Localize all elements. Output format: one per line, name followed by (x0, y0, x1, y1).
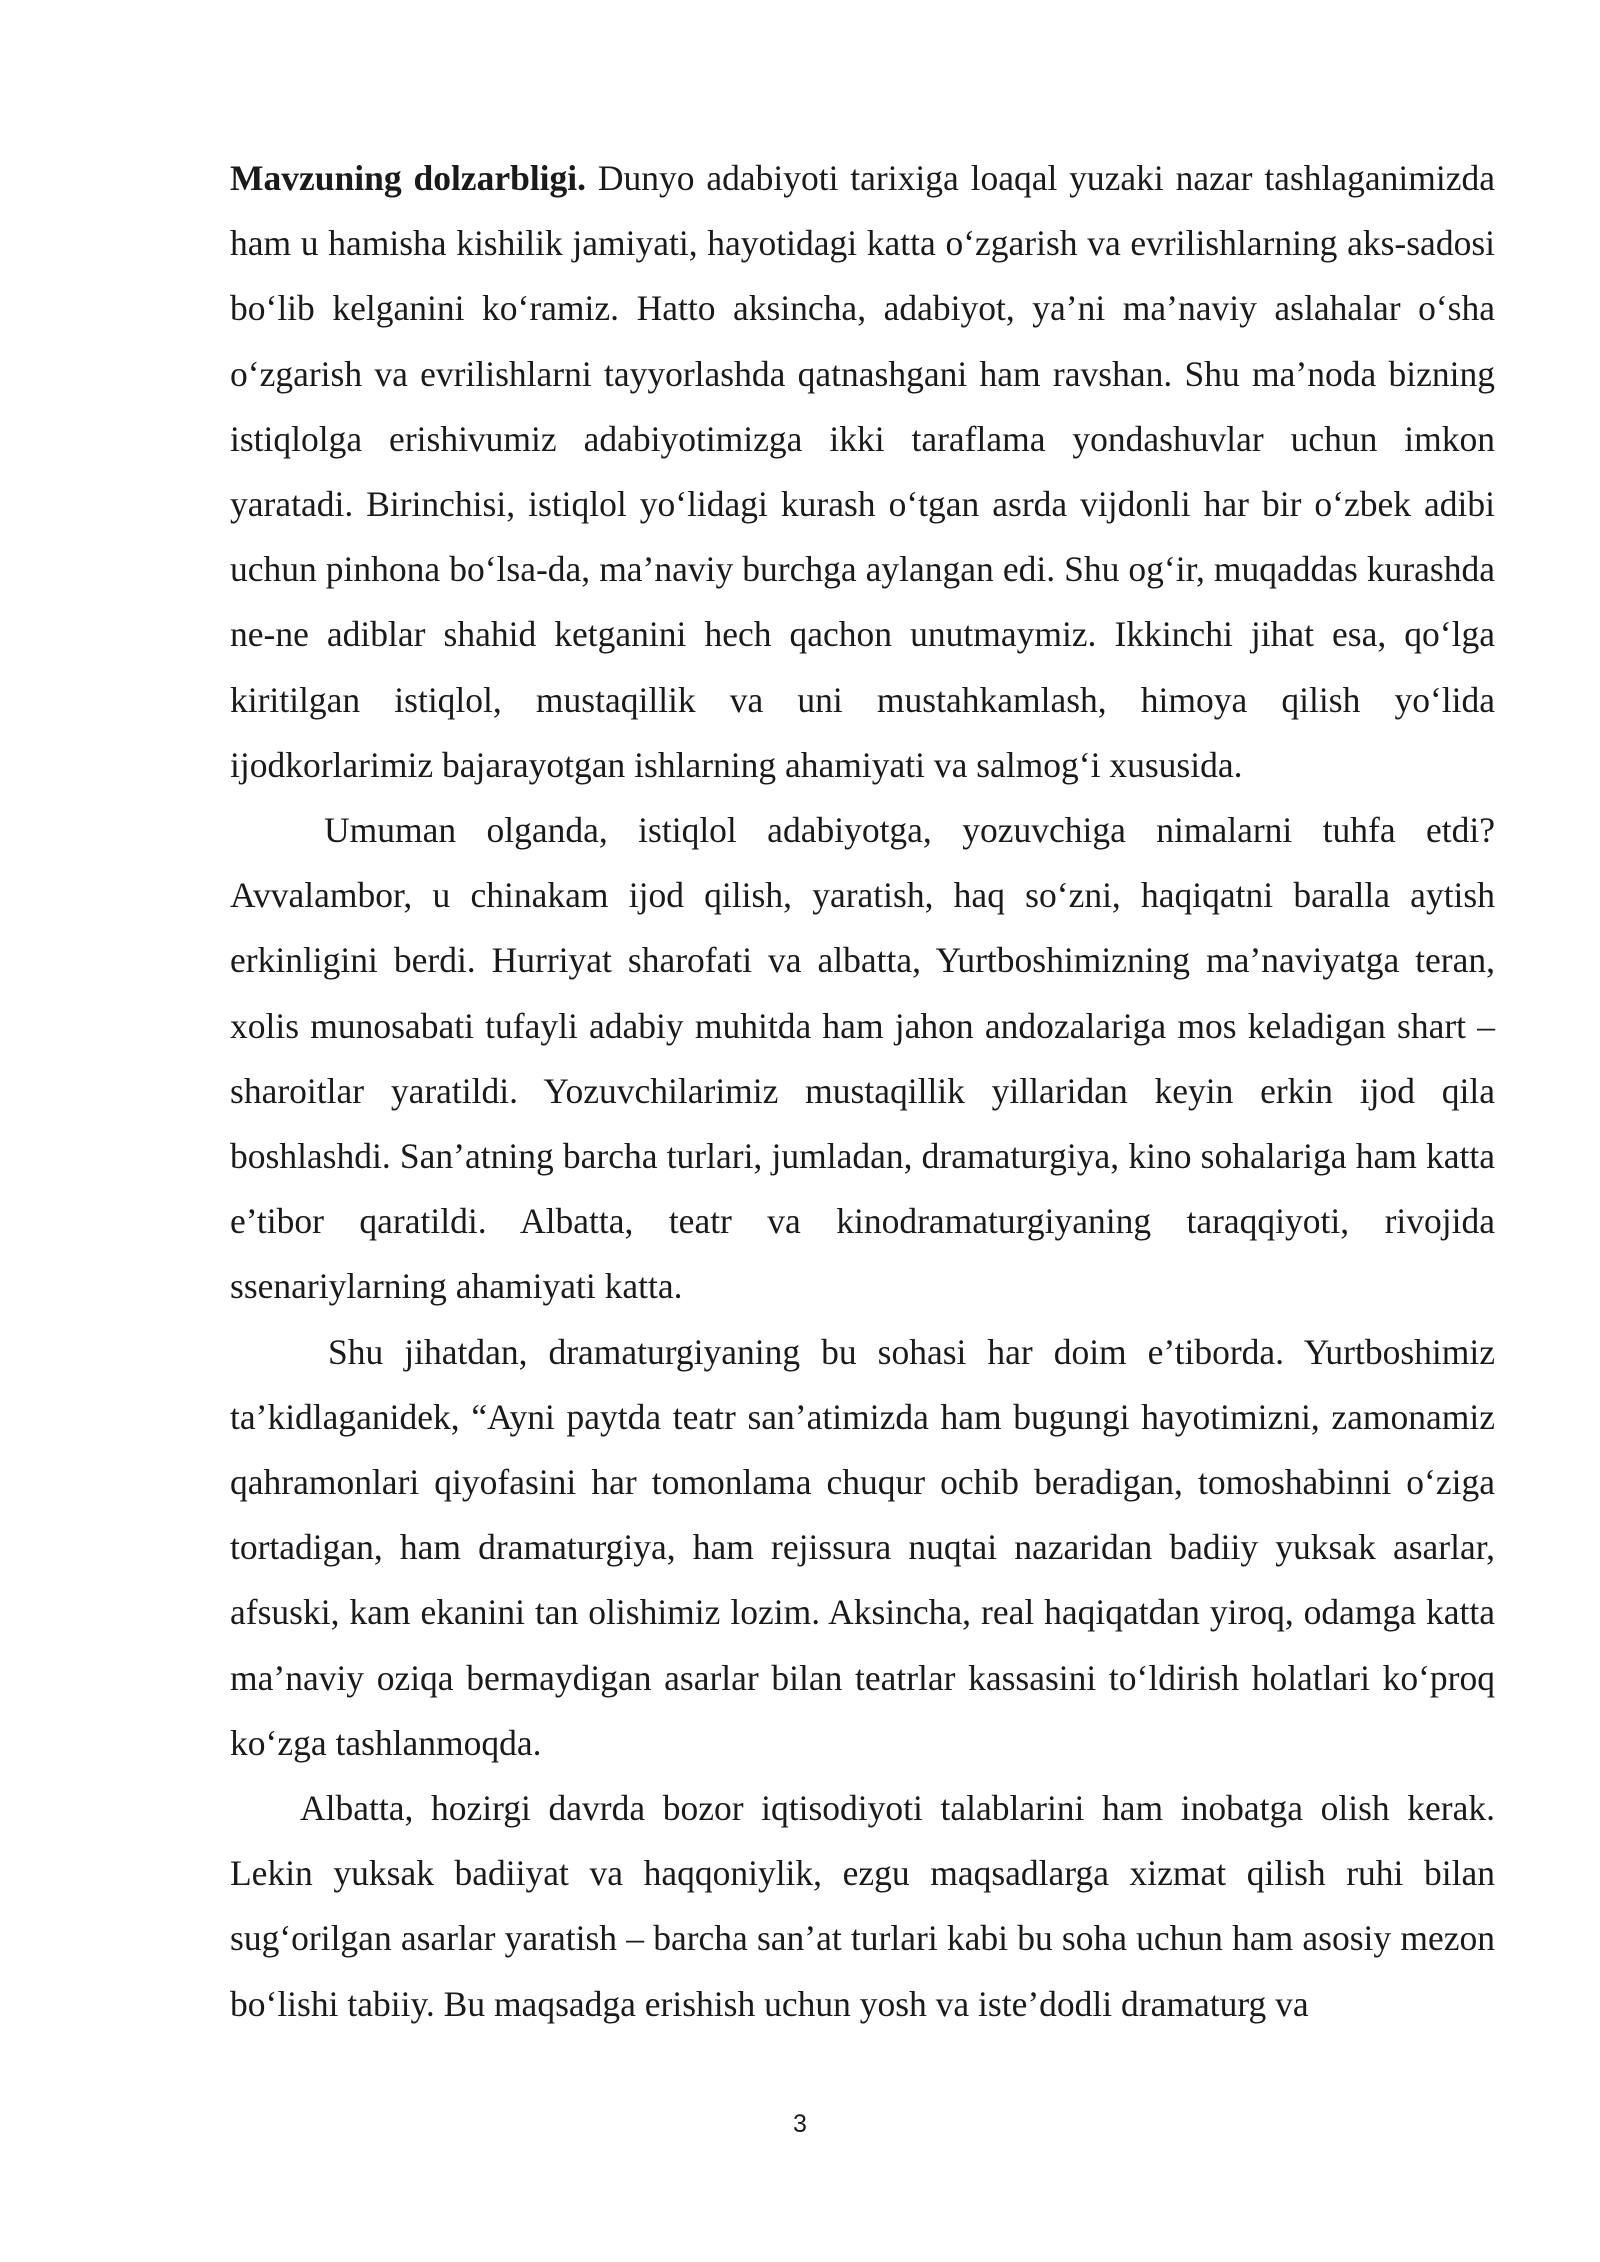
paragraph-market-economy (230, 1776, 1495, 2037)
paragraph-text: Shu jihatdan, dramaturgiyaning bu sohasi har doim e’tiborda. Yurtboshimiz ta’kidlaganidek, “Ayni paytda teatr san’atimizda ham bugungi hayotimizni, zamonamiz qahramonlari qiyofasini har tomonlama chuqur ochib beradigan, tomoshabinni o‘ziga tortadigan, ham dramaturgiya, ham rejissura nuqtai nazaridan badiiy yuksak asarlar, afsuski, kam ekanini tan olishimiz lozim. Aksincha, real haqiqatdan yiroq, odamga katta ma’naviy oziqa bermaydigan asarlar bilan teatrlar kassasini to‘ldirish holatlari ko‘proq ko‘zga tashlanmoqda. (230, 1331, 1495, 1763)
paragraph-text: Umuman olganda, istiqlol adabiyotga, yozuvchiga nimalarni tuhfa etdi? Avvalambor, u chinakam ijod qilish, yaratish, haq so‘zni, haqiqatni baralla aytish erkinligini berdi. Hurriyat sharofati va albatta, Yurtboshimizning ma’naviyatga teran, xolis munosabati tufayli adabiy muhitda ham jahon andozalariga mos keladigan shart – sharoitlar yaratildi. Yozuvchilarimiz mustaqillik yillaridan keyin erkin ijod qila boshlashdi. San’atning barcha turlari, jumladan, dramaturgiya, kino sohalariga ham katta e’tibor qaratildi. Albatta, teatr va kinodramaturgiyaning taraqqiyoti, rivojida ssenariylarning ahamiyati katta. (230, 810, 1495, 1307)
paragraph-relevance (230, 146, 1495, 798)
paragraph-dramaturgy (230, 1320, 1495, 1776)
paragraph-independence-gifts (230, 798, 1495, 1320)
paragraph-text: Albatta, hozirgi davrda bozor iqtisodiyoti talablarini ham inobatga olish kerak. Lekin yuksak badiiyat va haqqoniylik, ezgu maqsadlarga xizmat qilish ruhi bilan sug‘orilgan asarlar yaratish – barcha san’at turlari kabi bu soha uchun ham asosiy mezon bo‘lishi tabiiy. Bu maqsadga erishish uchun yosh va iste’dodli dramaturg va (230, 1788, 1495, 2024)
page-number: 3 (793, 2110, 807, 2138)
document-body (230, 146, 1495, 2037)
section-heading: Mavzuning dolzarbligi. (230, 158, 587, 198)
paragraph-text: Dunyo adabiyoti tarixiga loaqal yuzaki nazar tashlaganimizda ham u hamisha kishilik jamiyati, hayotidagi katta o‘zgarish va evrilishlarning aks-sadosi bo‘lib kelganini ko‘ramiz. Hatto aksincha, adabiyot, ya’ni ma’naviy aslahalar o‘sha o‘zgarish va evrilishlarni tayyorlashda qatnashgani ham ravshan. Shu ma’noda bizning istiqlolga erishivumiz adabiyotimizga ikki taraflama yondashuvlar uchun imkon yaratadi. Birinchisi, istiqlol yo‘lidagi kurash o‘tgan asrda vijdonli har bir o‘zbek adibi uchun pinhona bo‘lsa-da, ma’naviy burchga aylangan edi. Shu og‘ir, muqaddas kurashda ne-ne adiblar shahid ketganini hech qachon unutmaymiz. Ikkinchi jihat esa, qo‘lga kiritilgan istiqlol, mustaqillik va uni mustahkamlash, himoya qilish yo‘lida ijodkorlarimiz bajarayotgan ishlarning ahamiyati va salmog‘i xususida. (230, 158, 1495, 785)
